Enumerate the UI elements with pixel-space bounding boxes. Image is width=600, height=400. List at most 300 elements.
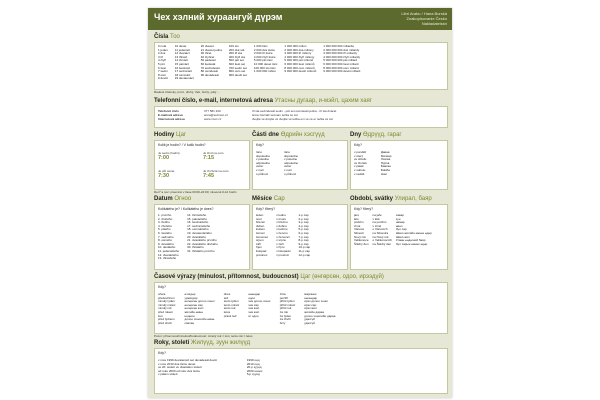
list-item: 40 čtyřicet [200,54,215,59]
list-item: 6 000 000 šest milionů [284,61,315,66]
list-item: dnes [223,292,231,296]
phone-box [154,106,448,128]
list-item: o Velikonocích [372,238,392,243]
sheet-title: Чех хэлний хураангуй дүрэм [154,12,283,22]
list-item: 2000 оноос [246,368,263,373]
list-item: 2. druhého [158,216,173,221]
hours-note: Den* a noc: písemně v čase 00:00-24:00; mluveně 0-12 hodin [154,190,237,194]
list-item: ирэх жил [304,306,317,311]
list-item: 2 dva [158,51,166,56]
list-item: na Nový rok [372,234,389,239]
days-col [381,151,392,176]
hours-label: Je sedm (hodin). [158,151,181,155]
list-item: Štědrý den [354,241,369,246]
list-item: 2 000 000 000 dvě miliardy [323,47,360,52]
list-item: өвөл [395,223,403,228]
days-heading [350,132,402,139]
hours-time: 7:15 [203,155,215,161]
list-item: leden [256,213,264,217]
list-item: tento týden [223,299,239,304]
list-item: 9 devět [158,76,168,81]
list-item: 5 000 pět tisíc [253,58,273,63]
hours-label: Je čtvrt na osm. [203,151,225,155]
list-item: нөгөөдөр [304,295,318,300]
list-item: 14 čtrnáct [174,58,189,63]
list-item: 9-р сар [298,241,309,246]
dayparts-question: Kdy? [256,143,264,147]
list-item: 2 000 000 dva miliony [284,47,314,52]
heading-text: Hodiny [154,132,175,138]
numbers-col-teens [175,45,194,81]
days-col [354,151,367,176]
list-item: 1 jeden [158,47,168,52]
list-item: Шинэ жилийн өмнөх өдөр [395,230,432,235]
hours-cell [158,151,200,161]
list-item: 9. devátého [158,241,174,246]
list-item: энэ долоо хоног [248,299,271,304]
list-item: 90 devadesát [200,72,219,77]
list-item: předevčírem [158,295,175,300]
date-question: Kolikátého je? / Kolikátého je dnes? [158,207,214,211]
heading-text: Časové výrazy (minulost, přítomnost, budoucnost) [154,274,299,280]
hours-question: Kolik je hodin? / V kolik hodin? [158,143,206,147]
list-item: 12 dvanáct [174,51,190,56]
tense-col-present [224,293,240,325]
list-item: ирэх долоо хоног [304,299,329,304]
numbers-col-hundreds [229,45,247,81]
list-item: 2-р сар [298,216,309,221]
list-item: v říjnu [276,245,285,250]
tense-col-present-tr [248,293,270,325]
list-item: 500 pět set [228,58,244,63]
phone-row-value: anna@seznam.cz [204,113,229,117]
list-item: před rokem [158,309,174,314]
months-col [276,214,290,257]
months-col [256,214,268,257]
heading-translation: Жилүүд, зуун жилүүд [190,340,251,346]
list-item: jaro [354,213,360,217]
list-item: 200 dvě stě [228,47,245,52]
subtitle-line: Libri Arabu / Hana Burská [401,11,447,16]
list-item: 10 deset [174,44,187,48]
list-item: жилийн дараа [304,309,324,314]
list-item: намар [395,220,405,225]
list-item: хавар [395,213,404,217]
numbers-col-tens [201,45,222,81]
list-item: červen [256,230,266,235]
list-item: před chvílí [158,320,172,325]
numbers-box [154,42,448,90]
list-item: Зул сарын өмнөх өдөр [395,241,428,246]
list-item: 3 000 000 000 tři miliardy [323,51,357,56]
list-item: 17. sedmnáctého [187,223,211,228]
list-item: 4 čtyři [158,58,167,63]
list-item: 18 osmnáct [174,72,191,77]
list-item: ve středu [354,157,367,162]
list-item: 13 třináct [174,54,188,59]
list-item: březen [256,220,266,225]
list-item: v sobotu [354,167,366,172]
list-item: өчигдөр [184,292,196,296]
list-item: ve čtvrtek [354,160,367,165]
subtitle-line: Nakladatelství [421,21,447,26]
list-item: podzim [354,220,364,225]
list-item: 11. jedenáctého [158,248,180,253]
years-box [154,348,448,394]
months-heading [252,196,285,203]
sheet-header [148,8,452,30]
list-item: prosinec [256,252,268,257]
heading-translation: Өдрийн хэсгүүд [280,132,325,138]
list-item: 3-р сар [298,220,309,225]
list-item: ноднин [184,313,195,318]
months-col [299,214,311,257]
list-item: minulý měsíc [158,302,176,307]
heading-text: Měsíce [252,196,273,202]
heading-translation: Цаг [176,132,187,138]
list-item: удахгүй [304,320,315,325]
list-item: 6 šest [158,65,167,70]
list-item: v květnu [276,227,288,232]
list-item: v neděli [354,171,365,176]
date-columns [158,214,218,261]
list-item: удахгүй [304,317,315,322]
list-item: Бямба [380,167,390,172]
list-item: v únoru [276,216,287,221]
dayparts-box [252,140,348,190]
list-item: o půlnoci [256,171,269,176]
list-item: v zimě [372,223,382,228]
list-item: 300 tři sta [228,51,243,56]
list-item: v poledne [256,157,270,162]
heading-translation: Утасны дугаар, и-мэйл, цахим хаяг [274,98,372,104]
list-item: dopoledne [256,153,271,158]
list-item: зун [395,216,401,221]
list-item: 800 osm set [228,69,246,74]
list-item: ráno [256,150,263,154]
list-item: уржигдар [184,295,198,300]
list-item: 80 osmdesát [200,69,218,74]
list-item: 1 000 000 000 miliarda [323,44,354,48]
years-col [247,359,263,377]
list-item: 8 000 000 osm milionů [284,65,315,70]
hours-cell [203,169,245,179]
list-item: v červnu [276,230,288,235]
tense-col-past [158,293,176,325]
heading-text: Čísla [154,34,169,40]
months-columns [256,214,310,257]
list-item: өнөөдөр [248,292,261,296]
list-item: 30 třicet [200,51,212,56]
list-item: 15. patnáctého [187,216,207,221]
list-item: Даваа [380,150,390,154]
list-item: 10-р сар [298,245,311,250]
list-item: 7 sedm [158,69,168,74]
list-item: září [256,241,262,246]
list-item: 5. pátého [158,227,171,232]
phone-row-reading: anna zavináč seznam tečka cé zet [252,113,298,117]
list-item: долоо хоногийн дараа [304,313,336,318]
list-item: letos [223,309,231,314]
list-item: 8. osmého [158,238,173,243]
list-item: 16. šestnáctého [187,220,209,225]
list-item: odpoledne [256,160,271,165]
list-item: 2 000 dva tisíce [253,47,275,52]
list-item: 1 000 000 milion [253,69,276,74]
phone-row-label: Telefonní číslo [158,109,179,113]
list-item: Silvestr [354,230,364,235]
date-box [154,204,250,270]
list-item: 5-р сар [298,227,309,232]
hours-label: Je tři čtvrtě na osm. [203,169,230,173]
heading-text: Části dne [252,132,280,138]
list-item: v září [276,241,284,246]
list-item: 1999 онд [246,358,260,362]
list-item: Шинэ жил [395,234,410,239]
heading-text: Telefonní číslo, e-mail, internetová adresa [154,98,273,104]
list-item: říjen [256,245,262,250]
list-item: 30. třicátého [187,245,204,250]
list-item: duben [256,223,265,228]
phone-rows [158,109,452,121]
tense-note: Pozor: přítomnost/minulost/budoucnost: minulý rok = loni, tento rok = letos [154,334,253,338]
list-item: na Štědrý den [372,241,392,246]
heading-translation: Тоо [170,34,180,40]
list-item: 5-р зуунд [246,372,260,377]
list-item: Лхагва [380,157,391,162]
list-item: 7-р сар [298,234,309,239]
list-item: zítra [279,292,286,296]
list-item: v prosinci [276,252,289,257]
list-item: o Vánocích [372,227,388,232]
list-item: v srpnu [276,238,287,243]
list-item: před týdnem [158,317,175,322]
list-item: 31. třicátého prvního [187,248,215,253]
list-item: právě teď [223,313,237,318]
list-item: v poledne [284,157,298,162]
list-item: tento měsíc [223,302,240,307]
list-item: v březnu [276,220,288,225]
sheet-subtitle [401,11,447,26]
tense-col-future [280,293,296,325]
date-col [187,214,218,261]
list-item: 22. dvacátého druhého [187,241,218,246]
list-item: 3 000 tři tisíce [253,51,273,56]
list-item: энэ жил [248,306,260,311]
list-item: 21. dvacátého prvního [187,238,217,243]
heading-translation: Огноо [174,196,192,202]
hours-time: 7:30 [158,173,170,179]
heading-translation: Цаг (өнгөрсөн, одоо, ирээдүй) [300,274,384,280]
list-item: 70 sedmdesát [200,65,220,70]
list-item: 20. dvacátého [187,234,206,239]
list-item: Vánoce [354,227,365,232]
list-item: večer [284,164,292,169]
list-item: 13. třináctého [158,256,177,261]
heading-text: Datum [154,196,173,202]
list-item: 6-р сар [298,230,309,235]
list-item: Мягмар [380,153,392,158]
list-item: v pondělí [354,150,367,154]
tense-heading [154,274,384,281]
list-item: Nový rok [354,234,366,239]
years-columns [158,359,263,377]
numbers-columns [158,45,360,81]
phone-row [158,117,452,121]
list-item: 1 000 000 milion [284,44,307,48]
tense-columns [158,293,335,325]
list-item: na jaře [372,213,382,217]
list-item: v pátém století [158,372,178,377]
list-item: 6 000 000 000 šest miliard [323,61,359,66]
hours-cell [203,151,245,161]
list-item: 1 000 tisíc [253,44,268,48]
list-item: včera [158,292,166,296]
list-item: 15 patnáct [174,61,189,66]
phone-row-label: Internetová adresa [158,117,185,121]
numbers-col-units [158,45,168,81]
list-item: v červenci [276,234,290,239]
list-item: za rok [279,309,288,314]
list-item: minulý týden [158,299,175,304]
hours-heading [154,132,186,139]
list-item: v listopadu [276,248,291,253]
list-item: 14. čtrnáctého [187,213,207,217]
list-item: 10 000 deset tisíc [253,61,278,66]
list-item: Баасан [380,164,391,169]
list-item: v pátek [354,164,364,169]
list-item: 12. dvanáctého [158,252,179,257]
list-item: Пүрэв [380,160,390,165]
dayparts-heading [252,132,325,139]
phone-row-label: E-mailová adresa [158,113,183,117]
list-item: маргааш [304,292,317,296]
tense-col-past-tr [185,293,215,325]
years-heading [154,340,250,347]
list-item: өнгөрсөн долоо хоног [184,299,215,304]
list-item: 19. devatenáctého [187,230,212,235]
subtitle-line: Znakopisovanie Česko [406,16,447,21]
list-item: 600 šest set [228,61,246,66]
list-item: únor [256,216,263,221]
list-item: večer [256,164,264,169]
seasons-box [350,204,448,270]
date-col [158,214,179,261]
list-item: 19 devatenáct [174,76,194,81]
numbers-col-billions [323,45,360,81]
list-item: ráno [284,150,291,154]
list-item: v noci [284,167,292,172]
seasons-columns [354,214,432,246]
seasons-question: Kdy? Který? [354,207,374,211]
date-heading [154,196,191,203]
list-item: 12-р сар [298,252,311,257]
list-item: ve 20. století ve dvacátém století [158,365,202,370]
list-item: өнгөрсөн жил [184,306,204,311]
list-item: 100 000 sto tisíc [253,65,276,70]
hours-box [154,140,250,190]
list-item: 700 sedm set [228,65,247,70]
tense-question: Kdy? [158,285,166,289]
list-item: na Silvestra [372,230,389,235]
list-item: v noci [256,167,264,172]
list-item: v roce 1999 devatenáct set devadesát devět [158,358,217,362]
list-item: 18. osmnáctého [187,227,209,232]
list-item: 4-р сар [298,223,309,228]
phone-heading [154,98,372,105]
list-item: 17 sedmnáct [174,69,193,74]
list-item: саяхан [184,320,195,325]
list-item: 21 dvacet jedna [200,47,222,52]
list-item: Зул сар [395,227,407,232]
list-item: 5 000 000 pět milionů [284,58,314,63]
seasons-col [396,214,432,246]
list-item: loni [158,313,163,318]
list-item: brzy [279,320,286,325]
list-item: květen [256,227,265,232]
heading-text: Období, svátky [350,196,394,202]
list-item: Ням [380,171,387,176]
list-item: na podzim [372,220,387,225]
list-item: Улаан өндөгний баяр [395,238,426,243]
list-item: 11 jedenáct [174,47,191,52]
numbers-col-millions [284,45,316,81]
list-item: za týden [279,313,292,318]
numbers-heading [154,34,180,41]
list-item: яг одоо [248,313,259,318]
list-item: listopad [256,248,267,253]
list-item: 20 dvacet [200,44,214,48]
list-item: 5 000 000 000 pět miliard [323,58,358,63]
list-item: 0 nula [158,44,167,48]
list-item: 5 pět [158,61,165,66]
list-item: od roku 2000 od roku dva tisíce [158,368,200,373]
list-item: 2010 онд [246,361,260,366]
list-item: v dubnu [276,223,287,228]
list-item: 6. šestého [158,230,172,235]
list-item: minulý rok [158,306,172,311]
list-item: энэ жил [248,309,260,314]
phone-row-value: 377 581 320 [204,109,221,113]
list-item: 100 sto [228,44,239,48]
seasons-col [354,214,369,246]
list-item: энэ сар [248,302,259,307]
list-item: 3 tři [158,54,164,59]
months-box [252,204,348,270]
list-item: 400 čtyři sta [228,54,246,59]
list-item: 900 devět set [228,72,247,77]
list-item: v úterý [354,153,364,158]
list-item: léto [354,216,359,221]
dayparts-col [284,151,298,176]
numbers-col-thousands [254,45,278,81]
list-item: příští týden [279,299,295,304]
phone-row-reading: dvojité vé dvojité vé dvojité vé tečka em vé cé er tečka cé zet [252,117,334,121]
list-item: жилийн өмнө [184,309,203,314]
heading-translation: Улирал, баяр [394,196,432,202]
list-item: příští rok [279,306,292,311]
heading-translation: Сар [273,196,285,202]
hours-label: Je půl osmé. [158,169,176,173]
list-item: ирэх сар [304,302,317,307]
list-item: 4 000 000 čtyři miliony [284,54,315,59]
list-item: v létě [372,216,380,221]
list-item: 10. desátého [158,245,176,250]
days-box [350,140,448,190]
dayparts-columns [256,151,298,176]
list-item: zima [354,223,361,228]
list-item: odpoledne [284,160,299,165]
